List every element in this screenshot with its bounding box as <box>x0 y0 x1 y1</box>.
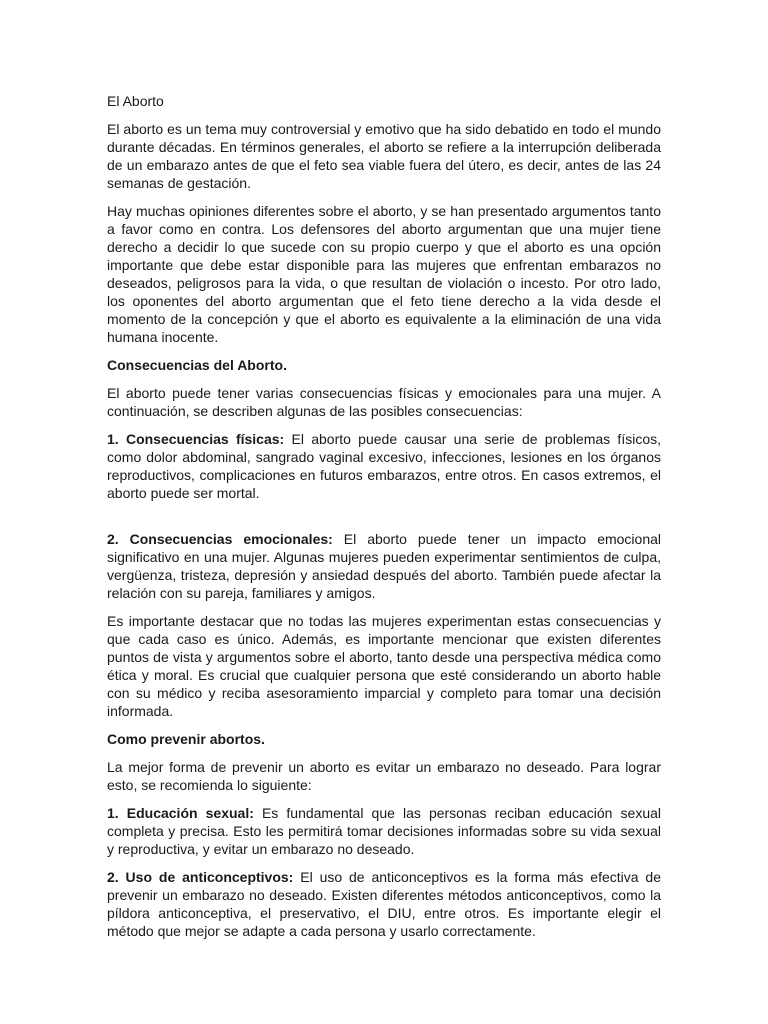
contraceptives-text: El uso de anticonceptivos es la forma más efectiva de prevenir un embarazo no deseado. Existen diferentes métodos anticonceptivos, como la píldora anticonceptiva, el preservativo, el DIU, entre otros. Es importante elegir el método que mejor se adapte a cada persona y usarlo correctamente. <box>107 869 662 939</box>
document-title: El Aborto <box>107 93 164 109</box>
important-note-paragraph: Es importante destacar que no todas las mujeres experimentan estas consecuencias y que cada caso es único. Además, es importante mencionar que existen diferentes puntos de vista y argumentos sobre el aborto, tanto desde una perspectiva médica como ética y moral. Es crucial que cualquier persona que esté considerando un aborto hable con su médico y reciba asesoramiento imparcial y completo para tomar una decisión informada. <box>107 613 661 719</box>
contraceptives-label: 2. Uso de anticonceptivos: <box>107 869 294 885</box>
contraceptives-paragraph <box>107 868 661 940</box>
emotional-consequences-paragraph <box>107 530 661 602</box>
sexual-education-text: Es fundamental que las personas reciban educación sexual completa y precisa. Esto les permitirá tomar decisiones informadas sobre su vida sexual y reproductiva, y evitar un embarazo no deseado. <box>107 805 661 857</box>
emotional-consequences-text: El aborto puede tener un impacto emocional significativo en una mujer. Algunas mujeres pueden experimentar sentimientos de culpa, vergüenza, tristeza, depresión y ansiedad después del aborto. También puede afectar la relación con su pareja, familiares y amigos. <box>107 531 662 601</box>
sexual-education-paragraph <box>107 804 661 858</box>
emotional-consequences-label: 2. Consecuencias emocionales: <box>107 531 333 547</box>
prevention-intro-paragraph: La mejor forma de prevenir un aborto es evitar un embarazo no deseado. Para lograr esto, se recomienda lo siguiente: <box>107 759 661 793</box>
intro-paragraph: El aborto es un tema muy controversial y emotivo que ha sido debatido en todo el mundo durante décadas. En términos generales, el aborto se refiere a la interrupción deliberada de un embarazo antes de que el feto sea viable fuera del útero, es decir, antes de las 24 semanas de gestación. <box>107 121 661 191</box>
opinions-paragraph: Hay muchas opiniones diferentes sobre el aborto, y se han presentado argumentos tanto a favor como en contra. Los defensores del aborto argumentan que una mujer tiene derecho a decidir lo que sucede con su propio cuerpo y que el aborto es una opción importante que debe estar disponible para las mujeres que enfrentan embarazos no deseados, peligrosos para la vida, o que resultan de violación o incesto. Por otro lado, los oponentes del aborto argumentan que el feto tiene derecho a la vida desde el momento de la concepción y que el aborto es equivalente a la eliminación de una vida humana inocente. <box>107 203 661 345</box>
consequences-heading: Consecuencias del Aborto. <box>107 357 287 373</box>
sexual-education-label: 1. Educación sexual: <box>107 805 254 821</box>
document-page <box>107 92 661 950</box>
physical-consequences-text: El aborto puede causar una serie de problemas físicos, como dolor abdominal, sangrado vaginal excesivo, infecciones, lesiones en los órganos reproductivos, complicaciones en futuros embarazos, entre otros. En casos extremos, el aborto puede ser mortal. <box>107 431 662 501</box>
physical-consequences-paragraph <box>107 430 661 502</box>
consequences-intro-paragraph: El aborto puede tener varias consecuencias físicas y emocionales para una mujer. A continuación, se describen algunas de las posibles consecuencias: <box>107 385 661 419</box>
physical-consequences-label: 1. Consecuencias físicas: <box>107 431 285 447</box>
prevention-heading: Como prevenir abortos. <box>107 731 265 747</box>
